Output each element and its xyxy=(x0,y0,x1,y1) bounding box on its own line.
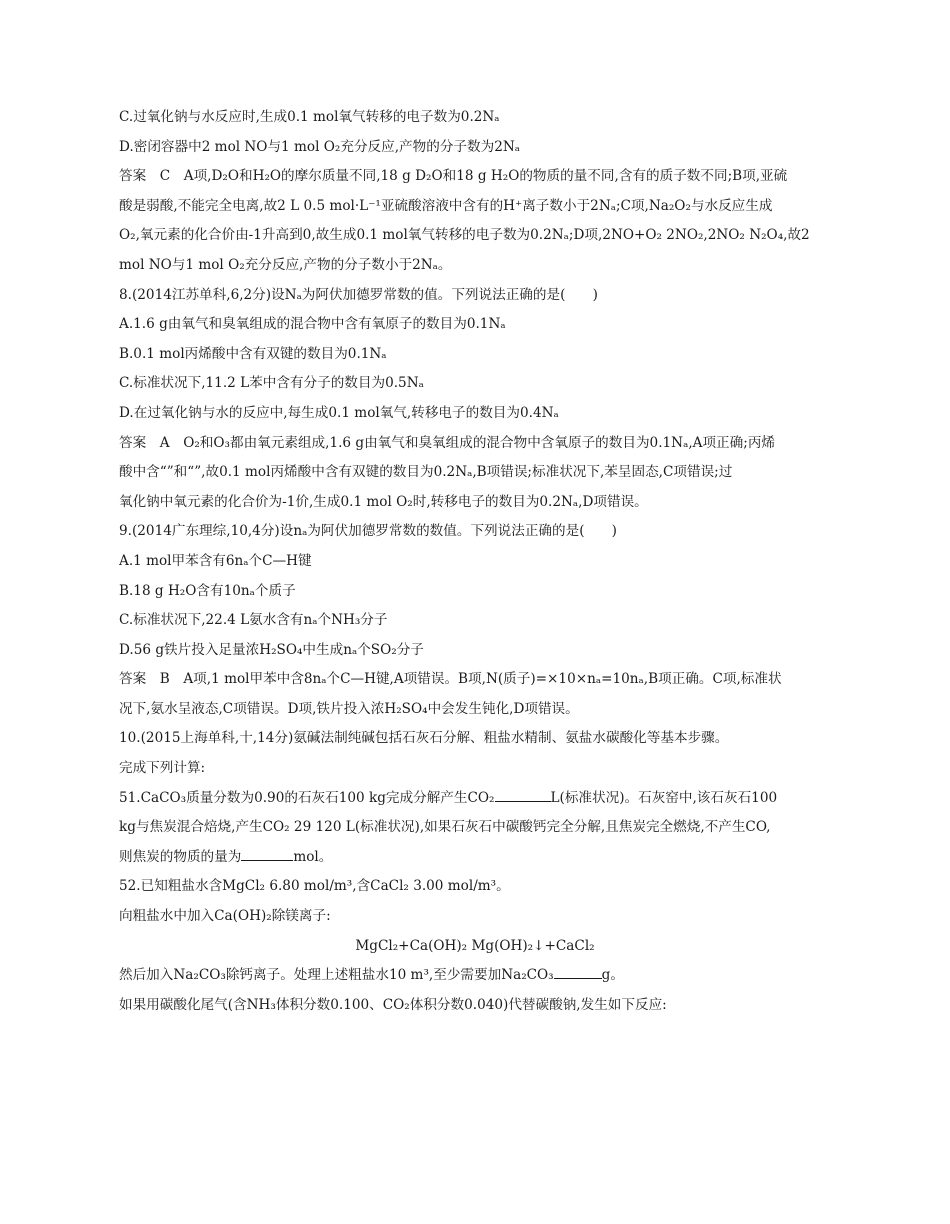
question-52-line-1: 52.已知粗盐水含MgCl₂ 6.80 mol/m³,含CaCl₂ 3.00 mol/m³。 xyxy=(119,878,510,895)
question-52-line-5: 如果用碳酸化尾气(含NH₃体积分数0.100、CO₂体积分数0.040)代替碳酸钠,发生如下反应: xyxy=(119,996,667,1013)
question-10-stem: 10.(2015上海单科,十,14分)氨碱法制纯碱包括石灰石分解、粗盐水精制、氨盐水碳酸化等基本步骤。 xyxy=(119,730,729,747)
answer-blank xyxy=(241,846,293,861)
answer-line: 酸中含“”和“”,故0.1 mol丙烯酸中含有双键的数目为0.2Nₐ,B项错误;标准状况下,苯呈固态,C项错误;过 xyxy=(119,464,733,481)
question-10-instruction: 完成下列计算: xyxy=(119,760,206,777)
reaction-equation: MgCl₂+Ca(OH)₂ Mg(OH)₂↓+CaCl₂ xyxy=(355,937,595,954)
question-9-option-b: B.18 g H₂O含有10nₐ个质子 xyxy=(119,582,296,599)
question-8-option-b: B.0.1 mol丙烯酸中含有双键的数目为0.1Nₐ xyxy=(119,345,387,362)
answer-blank xyxy=(554,965,602,980)
answer-line: O₂,氧元素的化合价由-1升高到0,故生成0.1 mol氧气转移的电子数为0.2Nₐ;D项,2NO+O₂ 2NO₂,2NO₂ N₂O₄,故2 xyxy=(119,227,810,244)
question-52-line-4 xyxy=(119,961,831,991)
question-8-option-d: D.在过氧化钠与水的反应中,每生成0.1 mol氧气,转移电子的数目为0.4Nₐ xyxy=(119,404,559,421)
question-9-option-c: C.标准状况下,22.4 L氨水含有nₐ个NH₃分子 xyxy=(119,612,388,629)
question-8-option-c: C.标准状况下,11.2 L苯中含有分子的数目为0.5Nₐ xyxy=(119,375,424,392)
question-51-line-1 xyxy=(119,784,831,814)
question-51-text: 则焦炭的物质的量为 xyxy=(119,848,242,865)
document-body xyxy=(119,103,831,1020)
question-8-option-a: A.1.6 g由氧气和臭氧组成的混合物中含有氧原子的数目为0.1Nₐ xyxy=(119,316,506,333)
answer-line: mol NO与1 mol O₂充分反应,产物的分子数小于2Nₐ。 xyxy=(119,256,452,273)
text-line: C.过氧化钠与水反应时,生成0.1 mol氧气转移的电子数为0.2Nₐ xyxy=(119,109,500,125)
answer-blank xyxy=(495,787,551,802)
answer-line: 氧化钠中氧元素的化合价为-1价,生成0.1 mol O₂时,转移电子的数目为0.2Nₐ,D项错误。 xyxy=(119,493,648,510)
question-51-text: mol。 xyxy=(293,848,333,865)
answer-line: 答案 C A项,D₂O和H₂O的摩尔质量不同,18 g D₂O和18 g H₂O的物质的量不同,含有的质子数不同;B项,亚硫 xyxy=(119,168,788,185)
question-9-stem: 9.(2014广东理综,10,4分)设nₐ为阿伏加德罗常数的数值。下列说法正确的是( ) xyxy=(119,523,617,540)
answer-line: 酸是弱酸,不能完全电离,故2 L 0.5 mol·L⁻¹亚硫酸溶液中含有的H⁺离子数小于2Nₐ;C项,Na₂O₂与水反应生成 xyxy=(119,197,773,214)
question-52-text: 然后加入Na₂CO₃除钙离子。处理上述粗盐水10 m³,至少需要加Na₂CO₃ xyxy=(119,967,554,984)
question-51-line-2: kg与焦炭混合焙烧,产生CO₂ 29 120 L(标准状况),如果石灰石中碳酸钙完全分解,且焦炭完全燃烧,不产生CO, xyxy=(119,819,771,836)
question-51-text: 51.CaCO₃质量分数为0.90的石灰石100 kg完成分解产生CO₂ xyxy=(119,789,495,806)
text-line: D.密闭容器中2 mol NO与1 mol O₂充分反应,产物的分子数为2Nₐ xyxy=(119,138,520,155)
question-52-text: g。 xyxy=(601,967,624,984)
answer-line: 答案 B A项,1 mol甲苯中含8nₐ个C—H键,A项错误。B项,N(质子)=×10×nₐ=10nₐ,B项正确。C项,标准状 xyxy=(119,671,782,688)
question-9-option-a: A.1 mol甲苯含有6nₐ个C—H键 xyxy=(119,552,312,569)
question-8-stem: 8.(2014江苏单科,6,2分)设Nₐ为阿伏加德罗常数的值。下列说法正确的是( ) xyxy=(119,286,598,303)
question-51-text: L(标准状况)。石灰窑中,该石灰石100 xyxy=(550,789,778,806)
answer-line: 答案 A O₂和O₃都由氧元素组成,1.6 g由氧气和臭氧组成的混合物中含氧原子的数目为0.1Nₐ,A项正确;丙烯 xyxy=(119,434,776,451)
question-51-line-3 xyxy=(119,843,831,873)
question-52-line-2: 向粗盐水中加入Ca(OH)₂除镁离子: xyxy=(119,908,331,925)
answer-line: 况下,氨水呈液态,C项错误。D项,铁片投入浓H₂SO₄中会发生钝化,D项错误。 xyxy=(119,700,579,717)
question-9-option-d: D.56 g铁片投入足量浓H₂SO₄中生成nₐ个SO₂分子 xyxy=(119,641,424,658)
